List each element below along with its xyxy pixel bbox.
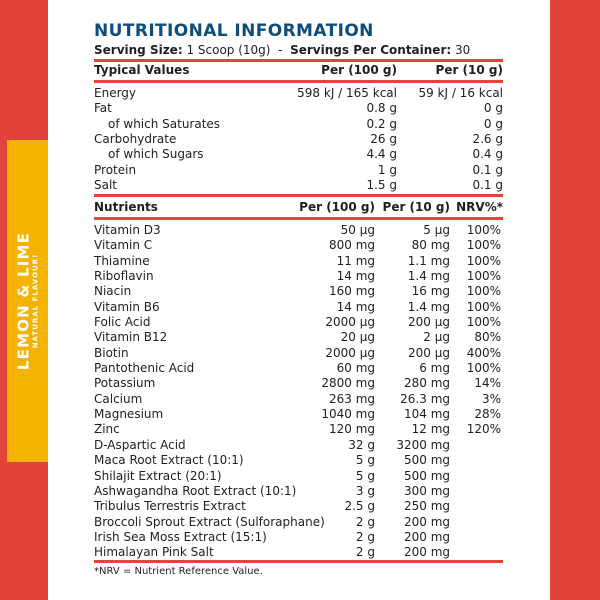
table-row xyxy=(94,86,503,101)
row-per10: 6 mg xyxy=(419,361,450,376)
footnote: *NRV = Nutrient Reference Value. xyxy=(94,566,263,577)
row-per100: 11 mg xyxy=(336,253,375,268)
row-name: Protein xyxy=(94,162,137,177)
flavor-name: LEMON & LIME xyxy=(14,231,32,371)
row-name: Thiamine xyxy=(94,253,150,268)
row-per100: 800 mg xyxy=(328,238,375,253)
row-nrv: 100% xyxy=(466,361,501,376)
row-nrv: 120% xyxy=(466,422,501,437)
table-row xyxy=(94,178,503,193)
table-row xyxy=(94,254,503,269)
row-per10: 5 µg xyxy=(423,223,450,237)
table-row xyxy=(94,530,503,545)
table-row xyxy=(94,515,503,530)
typical-values-table xyxy=(94,86,503,193)
typical-header-per10: Per (10 g) xyxy=(435,63,503,77)
row-per100: 2 g xyxy=(355,545,375,560)
row-per100: 2.5 g xyxy=(344,499,375,514)
table-row xyxy=(94,484,503,499)
row-per100: 5 g xyxy=(355,453,375,468)
row-per100: 120 mg xyxy=(328,422,375,437)
row-name: Vitamin D3 xyxy=(94,223,161,237)
row-nrv: 400% xyxy=(466,345,501,360)
row-name: D-Aspartic Acid xyxy=(94,437,186,452)
row-per100: 1.5 g xyxy=(366,178,397,193)
row-per100: 4.4 g xyxy=(366,147,397,162)
row-per100: 14 mg xyxy=(336,269,375,284)
typical-header-name: Typical Values xyxy=(94,63,190,77)
row-name: Vitamin C xyxy=(94,238,153,253)
row-per100: 32 g xyxy=(348,437,375,452)
row-per10: 16 mg xyxy=(411,284,450,299)
table-row xyxy=(94,300,503,315)
row-name: Shilajit Extract (20:1) xyxy=(94,468,222,483)
row-per100: 2800 mg xyxy=(321,376,375,391)
row-name: Irish Sea Moss Extract (15:1) xyxy=(94,529,267,544)
row-per10: 200 µg xyxy=(408,345,450,360)
table-row xyxy=(94,392,503,407)
row-per10: 1.4 mg xyxy=(407,269,450,284)
table-row xyxy=(94,223,503,238)
table-row xyxy=(94,469,503,484)
row-name: Niacin xyxy=(94,284,132,299)
row-per10: 12 mg xyxy=(411,422,450,437)
row-per10: 1.4 mg xyxy=(407,299,450,314)
row-name: Vitamin B12 xyxy=(94,330,168,345)
table-row xyxy=(94,269,503,284)
table-row xyxy=(94,330,503,345)
nutrients-header-per100: Per (100 g) xyxy=(299,200,375,214)
row-nrv: 100% xyxy=(466,315,501,330)
row-per100: 26 g xyxy=(370,132,397,147)
row-name: Energy xyxy=(94,86,137,100)
row-per10: 3200 mg xyxy=(396,437,450,452)
nutrients-header-name: Nutrients xyxy=(94,200,158,214)
row-per10: 1.1 mg xyxy=(407,253,450,268)
row-per100: 60 mg xyxy=(336,361,375,376)
table-row xyxy=(94,117,503,132)
divider-typical-header xyxy=(94,80,503,83)
row-nrv: 28% xyxy=(474,407,501,422)
row-per100: 2 g xyxy=(355,514,375,529)
table-row xyxy=(94,545,503,560)
row-name: Carbohydrate xyxy=(94,132,177,147)
row-name: Fat xyxy=(94,101,112,116)
row-per10: 200 mg xyxy=(403,514,450,529)
serving-size-value: 1 Scoop (10g) xyxy=(186,43,271,57)
table-row xyxy=(94,315,503,330)
table-row xyxy=(94,346,503,361)
row-per10: 26.3 mg xyxy=(400,391,450,406)
table-row xyxy=(94,407,503,422)
row-nrv: 3% xyxy=(481,391,501,406)
row-per10: 200 mg xyxy=(403,529,450,544)
row-name: of which Saturates xyxy=(108,116,221,131)
serving-info xyxy=(94,42,470,58)
row-per10: 0 g xyxy=(483,101,503,116)
row-name: Magnesium xyxy=(94,407,164,422)
row-nrv: 100% xyxy=(466,238,501,253)
table-row xyxy=(94,238,503,253)
row-nrv: 14% xyxy=(474,376,501,391)
row-name: Salt xyxy=(94,178,118,193)
row-name: Ashwagandha Root Extract (10:1) xyxy=(94,483,297,498)
divider-nutrients-header xyxy=(94,217,503,220)
divider-nutrients-top xyxy=(94,194,503,197)
row-per100: 14 mg xyxy=(336,299,375,314)
row-per10: 59 kJ / 16 kcal xyxy=(418,86,503,100)
servings-per-container-value: 30 xyxy=(455,43,471,57)
table-row xyxy=(94,453,503,468)
row-nrv: 100% xyxy=(466,269,501,284)
row-name: Riboflavin xyxy=(94,269,154,284)
row-per100: 0.2 g xyxy=(366,116,397,131)
row-nrv: 100% xyxy=(466,299,501,314)
row-name: Broccoli Sprout Extract (Sulforaphane) xyxy=(94,514,325,529)
table-row xyxy=(94,422,503,437)
row-nrv: 80% xyxy=(474,330,501,345)
divider-bottom xyxy=(94,560,503,563)
row-nrv: 100% xyxy=(466,223,501,237)
servings-per-container-label: Servings Per Container: xyxy=(290,43,452,57)
row-per10: 2 µg xyxy=(423,330,450,345)
row-per10: 250 mg xyxy=(403,499,450,514)
row-per100: 2 g xyxy=(355,529,375,544)
row-per10: 80 mg xyxy=(411,238,450,253)
table-row xyxy=(94,376,503,391)
table-row xyxy=(94,361,503,376)
row-per10: 0.1 g xyxy=(472,162,503,177)
table-row xyxy=(94,101,503,116)
table-row xyxy=(94,147,503,162)
table-row xyxy=(94,284,503,299)
page-title: NUTRITIONAL INFORMATION xyxy=(94,21,374,41)
row-per100: 50 µg xyxy=(340,223,375,237)
row-per10: 300 mg xyxy=(403,483,450,498)
nutrients-header-nrv: NRV%* xyxy=(456,200,503,214)
row-name: Zinc xyxy=(94,422,120,437)
row-per10: 104 mg xyxy=(403,407,450,422)
serving-separator: - xyxy=(278,43,283,57)
row-per100: 5 g xyxy=(355,468,375,483)
row-per100: 160 mg xyxy=(328,284,375,299)
row-per10: 500 mg xyxy=(403,453,450,468)
row-per100: 20 µg xyxy=(340,330,375,345)
row-per10: 200 µg xyxy=(408,315,450,330)
row-name: Folic Acid xyxy=(94,315,151,330)
row-per100: 2000 µg xyxy=(325,315,375,330)
row-per10: 0.1 g xyxy=(472,178,503,193)
row-per10: 200 mg xyxy=(403,545,450,560)
row-name: of which Sugars xyxy=(108,147,204,162)
row-per10: 500 mg xyxy=(403,468,450,483)
typical-header-per100: Per (100 g) xyxy=(321,63,397,77)
row-name: Tribulus Terrestris Extract xyxy=(94,499,246,514)
row-per10: 280 mg xyxy=(403,376,450,391)
flavor-tab-text xyxy=(7,140,48,462)
row-per10: 2.6 g xyxy=(472,132,503,147)
row-name: Vitamin B6 xyxy=(94,299,160,314)
row-per100: 598 kJ / 165 kcal xyxy=(297,86,397,100)
row-per100: 3 g xyxy=(355,483,375,498)
row-name: Pantothenic Acid xyxy=(94,361,195,376)
row-name: Himalayan Pink Salt xyxy=(94,545,214,560)
row-per100: 2000 µg xyxy=(325,345,375,360)
nutrients-table xyxy=(94,223,503,561)
table-row xyxy=(94,132,503,147)
row-per100: 0.8 g xyxy=(366,101,397,116)
flavor-subtitle: NATURAL FLAVOUR! xyxy=(31,253,39,349)
row-nrv: 100% xyxy=(466,284,501,299)
row-name: Calcium xyxy=(94,391,143,406)
row-per100: 1040 mg xyxy=(321,407,375,422)
serving-size-label: Serving Size: xyxy=(94,43,183,57)
row-name: Maca Root Extract (10:1) xyxy=(94,453,244,468)
table-row xyxy=(94,438,503,453)
row-per100: 1 g xyxy=(377,162,397,177)
row-per10: 0.4 g xyxy=(472,147,503,162)
table-row xyxy=(94,163,503,178)
row-name: Biotin xyxy=(94,345,129,360)
table-row xyxy=(94,499,503,514)
row-per100: 263 mg xyxy=(328,391,375,406)
nutrients-header-per10: Per (10 g) xyxy=(382,200,450,214)
row-name: Potassium xyxy=(94,376,156,391)
row-nrv: 100% xyxy=(466,253,501,268)
row-per10: 0 g xyxy=(483,116,503,131)
